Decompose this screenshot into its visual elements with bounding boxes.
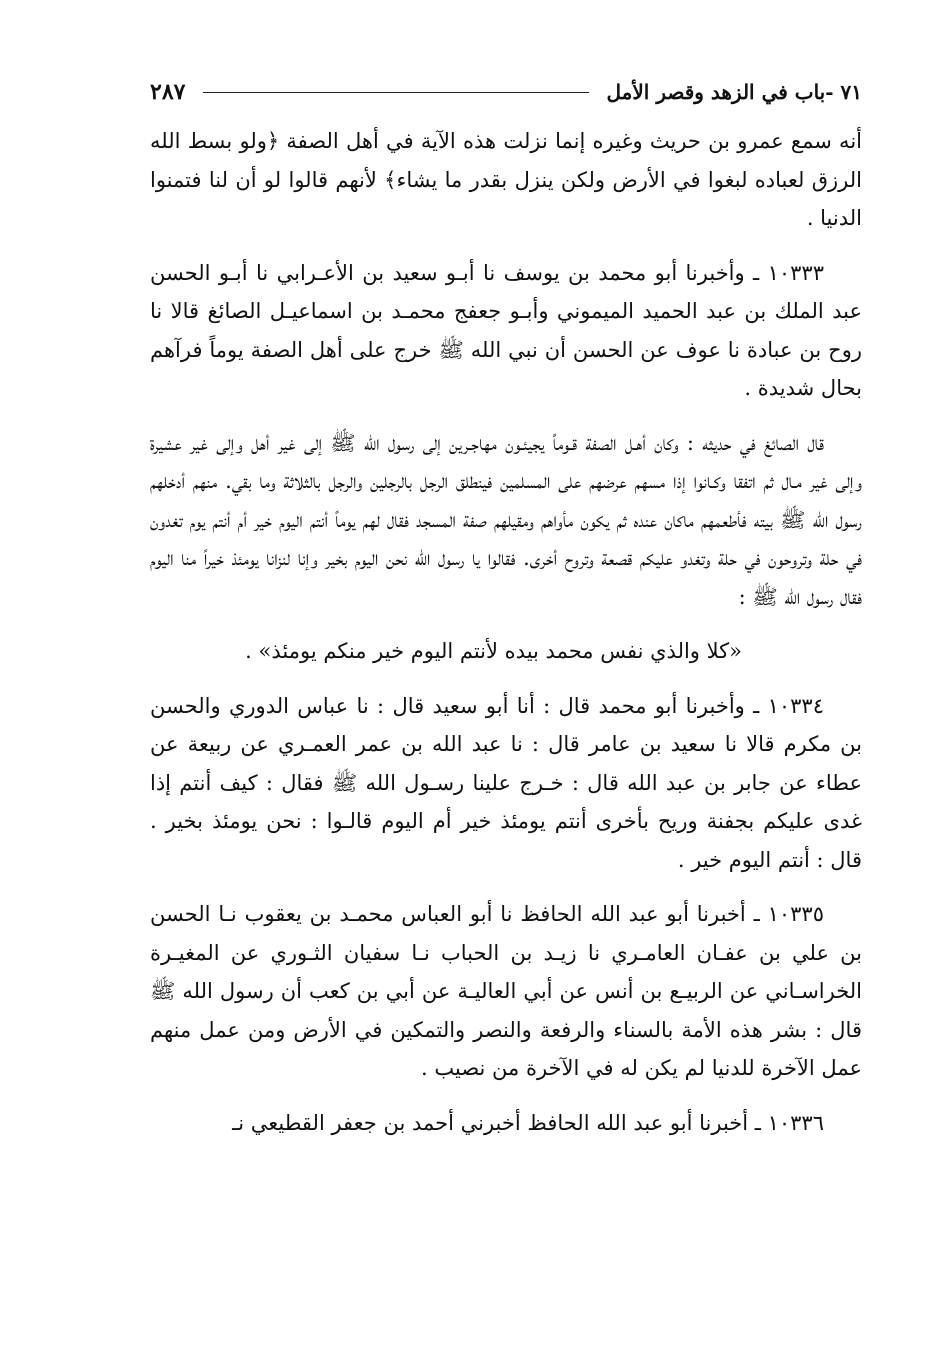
paragraph-quote: «كلا والذي نفس محمد بيده لأنتم اليوم خير منكم يومئذ» . [245, 639, 742, 663]
page-header [150, 72, 862, 112]
paragraph-hadith-10333: ١٠٣٣٣ ـ وأخبرنا أبو محمد بن يوسف نا أبـو سعيد بن الأعـرابي نا أبـو الحسن عبد الملك بن عبد الحميد الميموني وأبـو جعفج محمـد بن اسماعيـل الصائغ قالا نا روح بن عبادة نا عوف عن الحسن أن نبي الله ﷺ خرج على أهل الصفة يوماً فرآهم بحال شديدة . [150, 260, 862, 400]
paragraph-hadith-10334: ١٠٣٣٤ ـ وأخبرنا أبو محمد قال : أنا أبو سعيد قال : نا عباس الدوري والحسن بن مكرم قالا نا سعيد بن عامر قال : نا عبد الله بن عمر العمـري عن ربيعة عن عطاء عن جابر بن عبد الله قال : خـرج علينا رسـول الله ﷺ فقال : كيف أنتم إذا غدى عليكم بجفنة وريح بأخرى أنتم يومئذ خير أم اليوم قالـوا : نحن يومئذ بخير . قال : أنتم اليوم خير . [150, 693, 862, 872]
paragraph-continuation: أنه سمع عمرو بن حريث وغيره إنما نزلت هذه الآية في أهل الصفة ﴿ولو بسط الله الرزق لعباده لبغوا في الأرض ولكن ينزل بقدر ما يشاء﴾ لأنهم قالوا لو أن لنا فتمنوا الدنيا . [150, 129, 863, 230]
paragraph-hadith-10336: ١٠٣٣٦ ـ أخبرنا أبو عبد الله الحافظ أخبرني أحمد بن جعفر القطيعي نـ [232, 1110, 824, 1135]
page-body [150, 122, 862, 1158]
paragraph-hadith-10335: ١٠٣٣٥ ـ أخبرنا أبو عبد الله الحافظ نا أبو العباس محمـد بن يعقوب نـا الحسن بن علي بن عفـان العامـري نا زيـد بن الحباب نـا سفيان الثـوري عن المغيـرة الخراسـاني عن الربيـع بن أنس عن أبي العاليـة عن أبي بن كعب أن رسول الله ﷺ قال : بشر هذه الأمة بالسناء والرفعة والنصر والتمكين في الأرض ومن عمل منهم عمل الآخرة للدنيا لم يكن له في الآخرة من نصيب . [150, 902, 862, 1080]
running-head: ٧١ -باب في الزهد وقصر الأمل [606, 80, 862, 104]
paragraph-narration: قال الصائغ في حديثه : وكان أهـل الصفة قـوماً يجيئـون مهاجـرين إلى رسول الله ﷺ إلى غير أهل وإلى غير عشيرة وإلى غير مـال ثم اتفقا وكـانوا إذا مسهم عرضهم على المسلمين فينطلق الرجل بالرجلين والرجل بالثلاثة وما بقي. منهم أدخلهم رسول الله ﷺ بيته فأطعمهم ماكان عنده ثم يكون مأواهم ومقيلهم صفة المسجد فقال لهم يوماً أنتم اليوم خير أم أنتم يوم تغدون في حلة وتروحون في حلة وتغدو عليكم قصعة وتروح أخرى. فقالوا يا رسول الله نحن اليوم بخير وإنا لنزانا يومئذ خيراً منا اليوم فقال رسول الله ﷺ : [150, 430, 862, 609]
header-rule [203, 92, 588, 93]
page-number: ٢٨٧ [150, 79, 186, 105]
